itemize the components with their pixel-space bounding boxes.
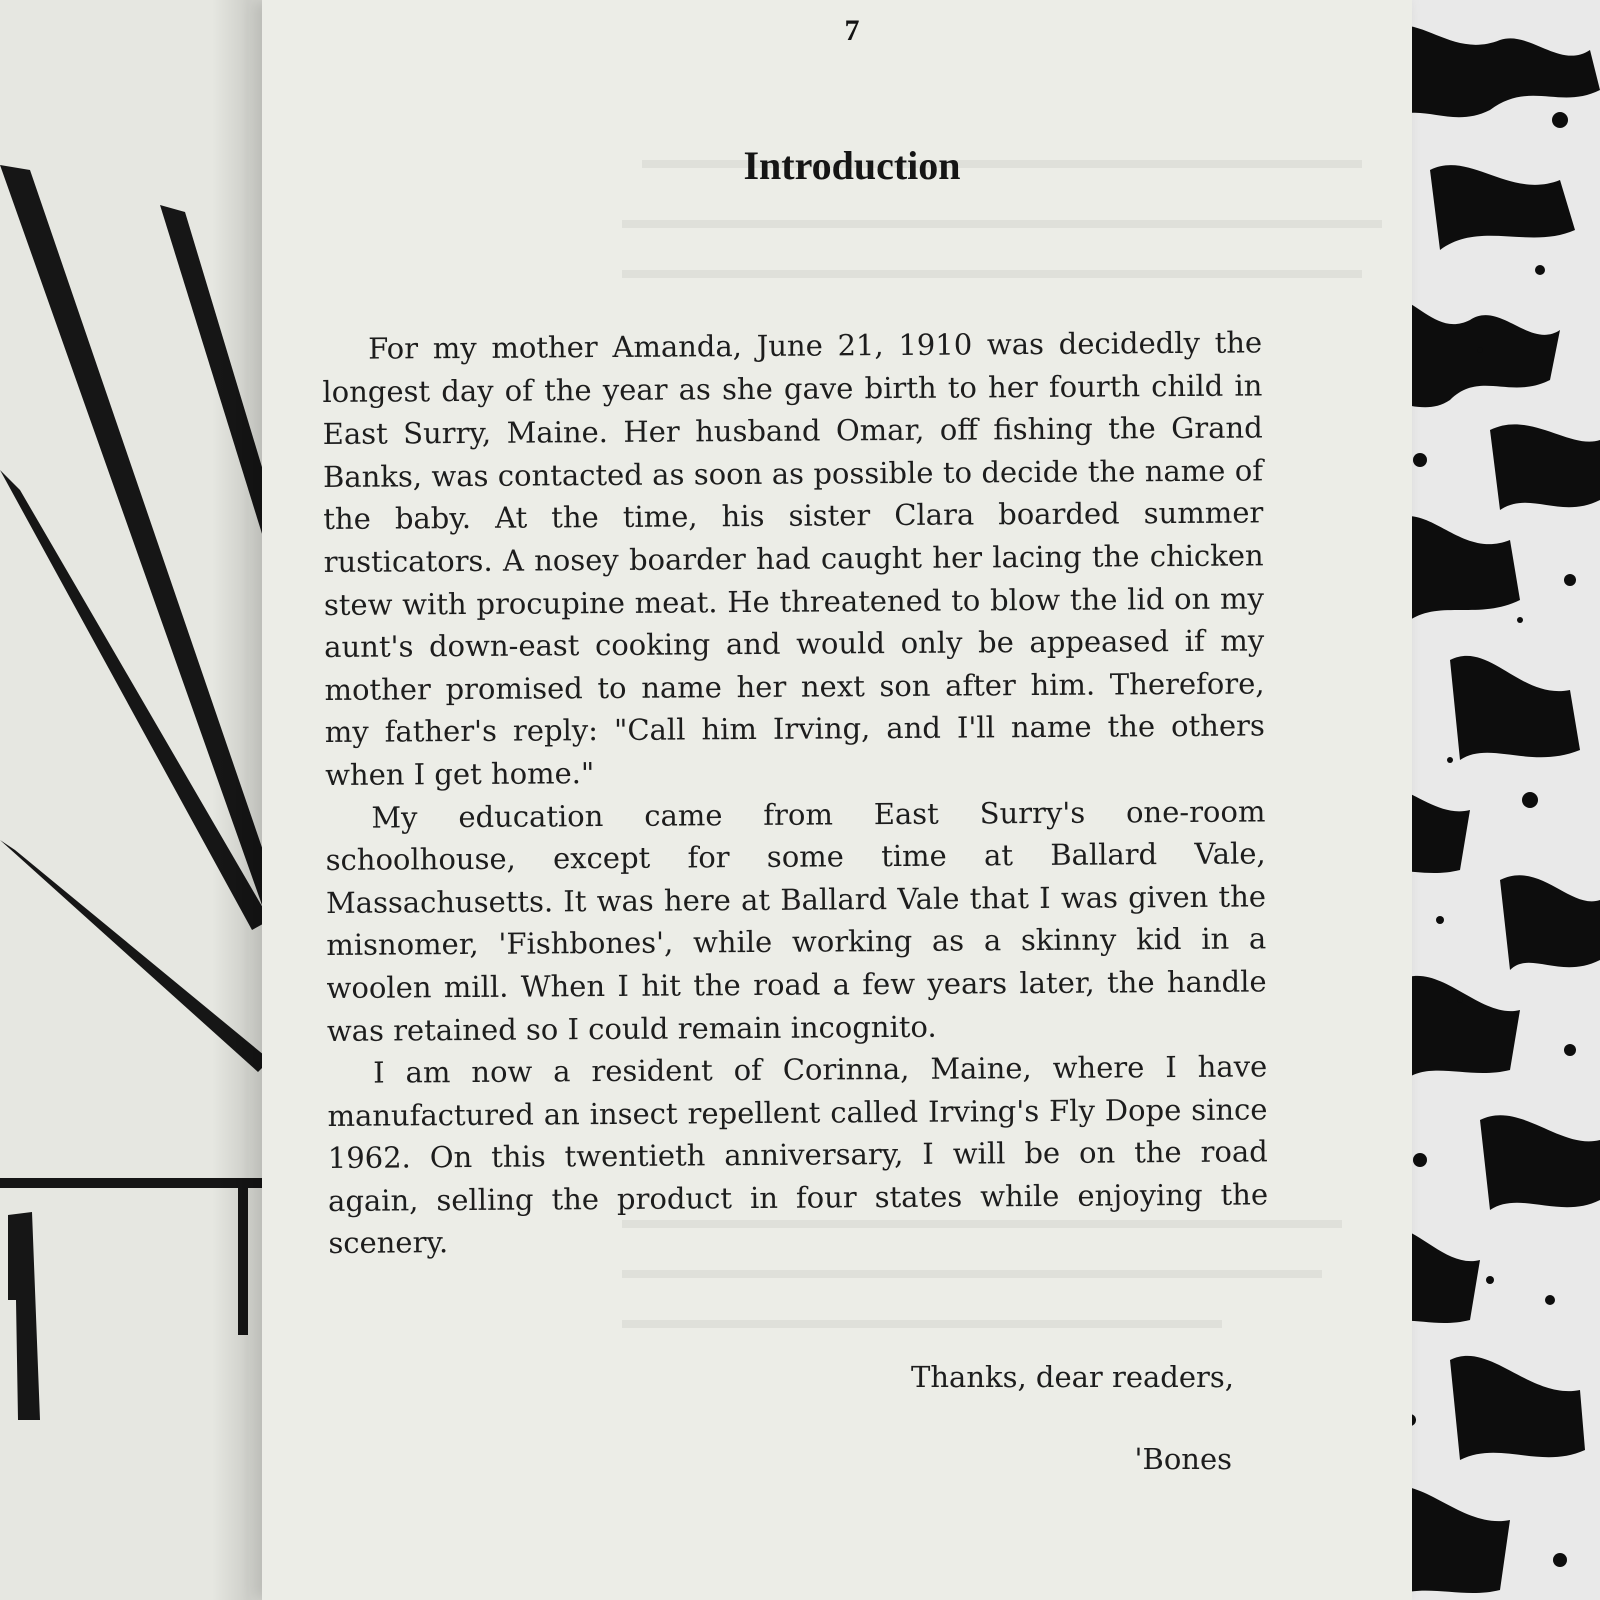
page-number: 7 [844, 14, 860, 47]
book-page [262, 0, 1412, 1600]
body-text [322, 321, 1269, 1265]
chapter-title: Introduction [743, 143, 961, 188]
paragraph-birth-story: For my mother Amanda, June 21, 1910 was decidedly the longest day of the year as she gave birth to her fourth child in East Surry, Maine. Her husband Omar, off fishing the Grand Banks, was contacted as soon as possible to decide the name of the baby. At the time, his sister Clara boarded summer rusticators. A nosey boarder had caught her lacing the chicken stew with procupine meat. He threatened to blow the lid on my aunt's down-east cooking and would only be appeased if my mother promised to name her next son after him. Therefore, my father's reply: "Call him Irving, and I'll name the others when I get home." [322, 325, 1265, 792]
paragraph-education: My education came from East Surry's one-room schoolhouse, except for some time at Ballard Vale, Massachusetts. It was here at Ballard Vale that I was given the misnomer, 'Fishbones', while working as a skinny kid in a woolen mill. When I hit the road a few years later, the handle was retained so I could remain incognito. [325, 793, 1267, 1048]
signature: 'Bones [1134, 1442, 1232, 1476]
closing-line: Thanks, dear readers, [911, 1360, 1234, 1394]
paragraph-corinna: I am now a resident of Corinna, Maine, where I have manufactured an insect repellent called Irving's Fly Dope since 1962. On this twentieth anniversary, I will be on the road again, selling the product in four states while enjoying the scenery. [327, 1049, 1269, 1261]
